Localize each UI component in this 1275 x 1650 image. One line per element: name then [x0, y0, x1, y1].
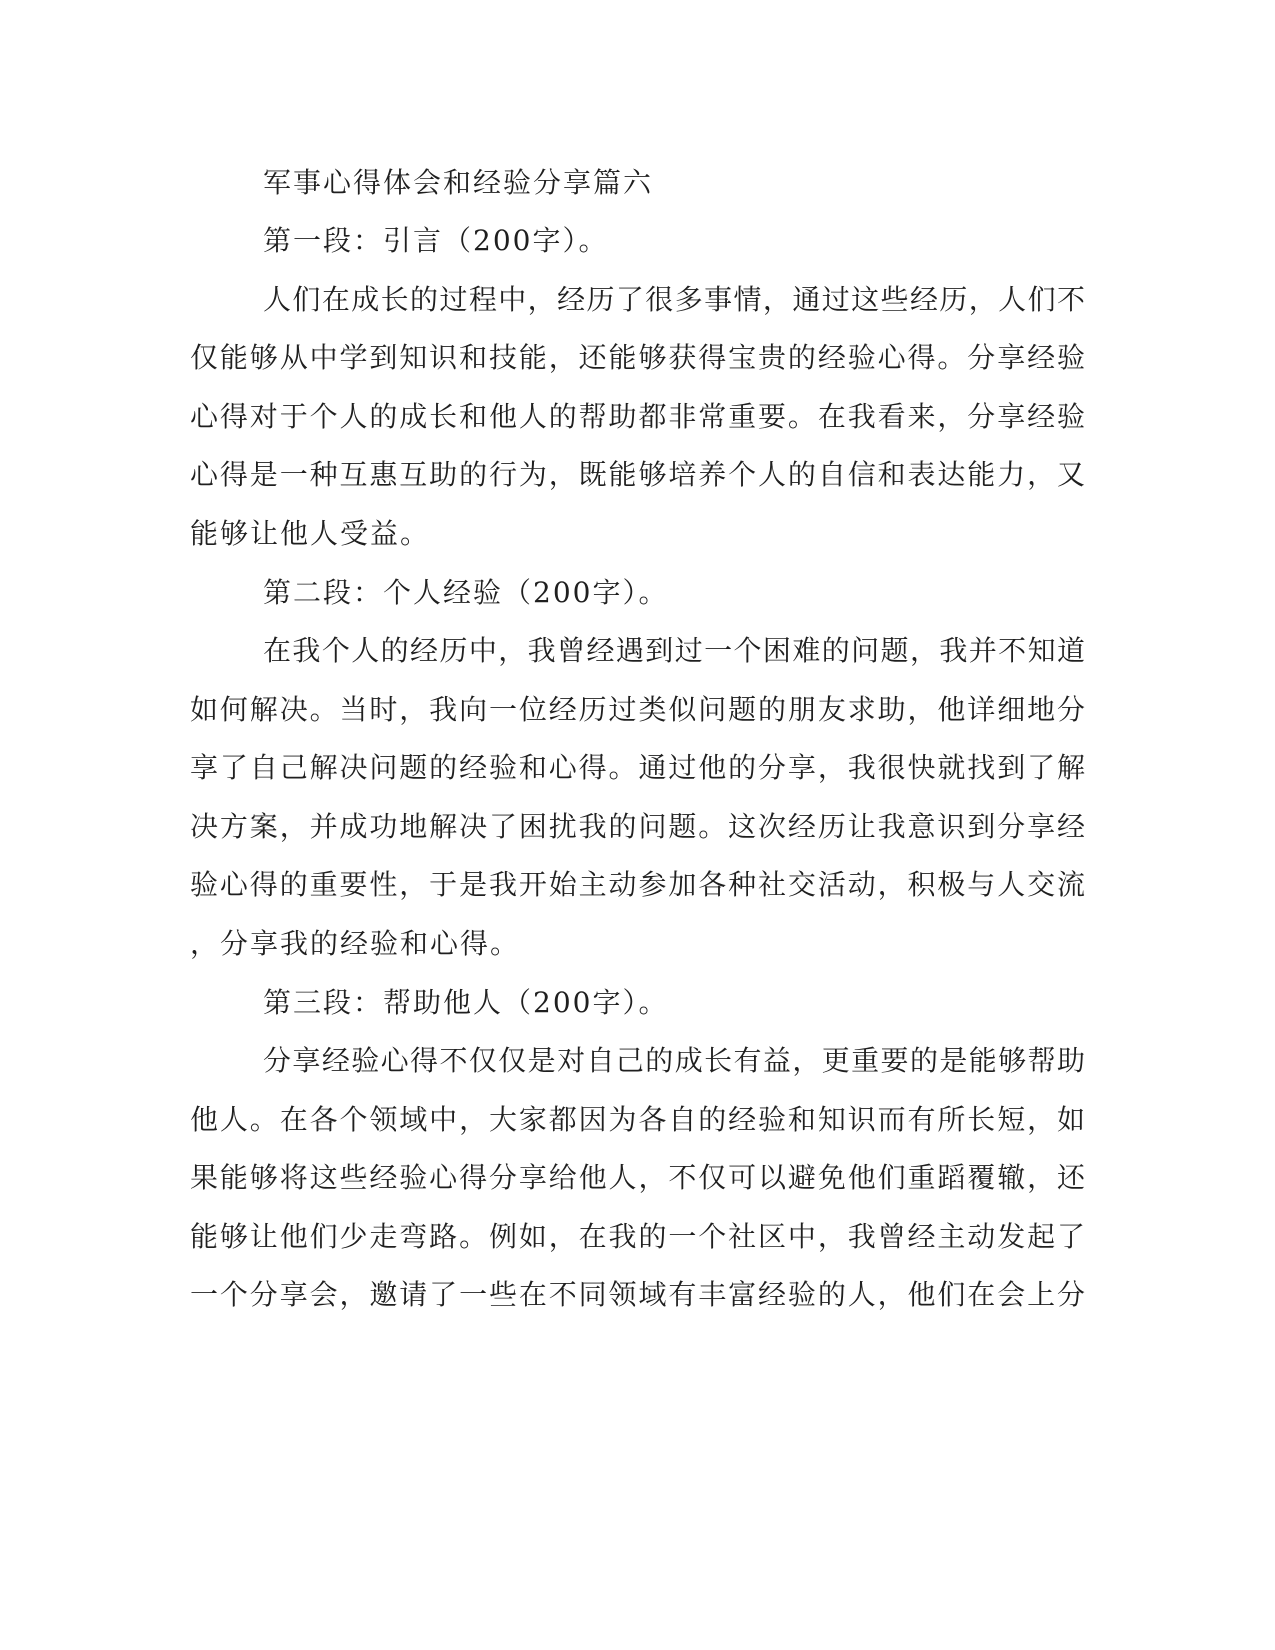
paragraph-3-line-4: 能够让他们少走弯路。例如，在我的一个社区中，我曾经主动发起了 [190, 1220, 1085, 1253]
paragraph-2-line-3: 享了自己解决问题的经验和心得。通过他的分享，我很快就找到了解 [190, 751, 1085, 784]
paragraph-2-line-6: ，分享我的经验和心得。 [190, 927, 521, 960]
paragraph-3-line-5: 一个分享会，邀请了一些在不同领域有丰富经验的人，他们在会上分 [190, 1278, 1085, 1311]
document-title: 军事心得体会和经验分享篇六 [263, 166, 654, 199]
paragraph-1-line-5: 能够让他人受益。 [190, 517, 431, 550]
paragraph-3-line-3: 果能够将这些经验心得分享给他人，不仅可以避免他们重蹈覆辙，还 [190, 1161, 1085, 1194]
paragraph-2-line-5: 验心得的重要性，于是我开始主动参加各种社交活动，积极与人交流 [190, 868, 1085, 901]
paragraph-3-line-2: 他人。在各个领域中，大家都因为各自的经验和知识而有所长短，如 [190, 1103, 1085, 1136]
paragraph-1-line-3: 心得对于个人的成长和他人的帮助都非常重要。在我看来，分享经验 [190, 400, 1085, 433]
paragraph-2-line-4: 决方案，并成功地解决了困扰我的问题。这次经历让我意识到分享经 [190, 810, 1085, 843]
paragraph-1-line-4: 心得是一种互惠互助的行为，既能够培养个人的自信和表达能力，又 [190, 458, 1085, 491]
paragraph-1-line-1: 人们在成长的过程中，经历了很多事情，通过这些经历，人们不 [263, 283, 1085, 316]
paragraph-3-line-1: 分享经验心得不仅仅是对自己的成长有益，更重要的是能够帮助 [263, 1044, 1085, 1077]
section-heading-2: 第二段：个人经验（200字）。 [263, 576, 669, 609]
paragraph-1-line-2: 仅能够从中学到知识和技能，还能够获得宝贵的经验心得。分享经验 [190, 341, 1085, 374]
paragraph-2-line-1: 在我个人的经历中，我曾经遇到过一个困难的问题，我并不知道 [263, 634, 1085, 667]
paragraph-2-line-2: 如何解决。当时，我向一位经历过类似问题的朋友求助，他详细地分 [190, 693, 1085, 726]
section-heading-3: 第三段：帮助他人（200字）。 [263, 986, 669, 1019]
section-heading-1: 第一段：引言（200字）。 [263, 224, 609, 257]
